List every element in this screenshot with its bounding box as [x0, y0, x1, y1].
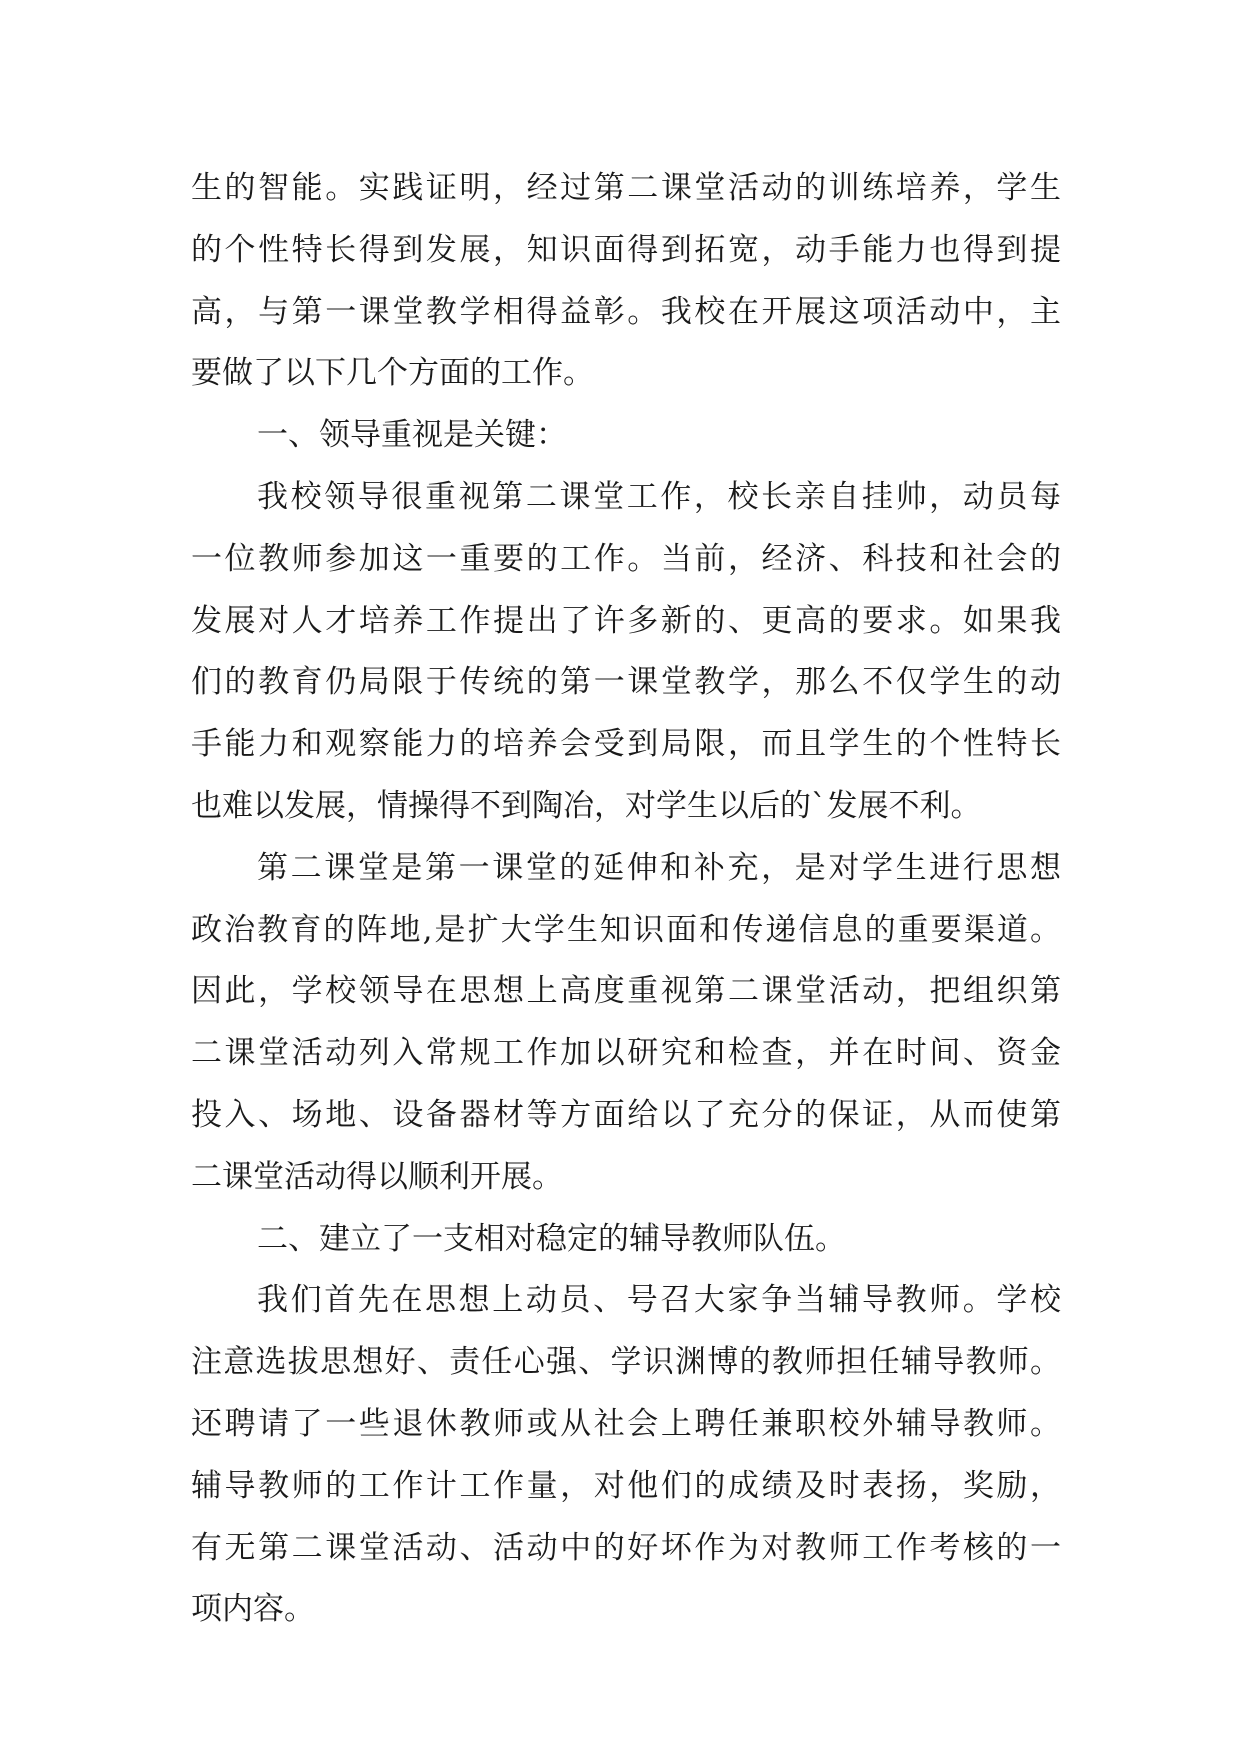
text-line: 第二课堂是第一课堂的延伸和补充，是对学生进行思想 [257, 849, 1061, 886]
text-line: 也难以发展，情操得不到陶冶，对学生以后的`发展不利。 [191, 787, 982, 824]
text-line: 高，与第一课堂教学相得益彰。我校在开展这项活动中，主 [191, 293, 1061, 330]
text-line: 我校领导很重视第二课堂工作，校长亲自挂帅，动员每 [257, 478, 1061, 515]
text-line: 还聘请了一些退休教师或从社会上聘任兼职校外辅导教师。 [191, 1405, 1061, 1442]
text-line: 一位教师参加这一重要的工作。当前，经济、科技和社会的 [191, 540, 1061, 577]
body-text [191, 158, 1061, 1641]
text-line: 一、领导重视是关键： [257, 417, 567, 454]
text-line: 我们首先在思想上动员、号召大家争当辅导教师。学校 [257, 1282, 1061, 1319]
text-line: 二课堂活动得以顺利开展。 [191, 1158, 563, 1195]
text-line: 二、建立了一支相对稳定的辅导教师队伍。 [257, 1220, 846, 1257]
text-line: 项内容。 [191, 1591, 315, 1628]
text-line: 因此，学校领导在思想上高度重视第二课堂活动，把组织第 [191, 973, 1061, 1010]
text-line: 政治教育的阵地,是扩大学生知识面和传递信息的重要渠道。 [191, 911, 1061, 948]
text-line: 二课堂活动列入常规工作加以研究和检查，并在时间、资金 [191, 1035, 1061, 1072]
text-line: 辅导教师的工作计工作量，对他们的成绩及时表扬，奖励， [191, 1467, 1061, 1504]
text-line: 生的智能。实践证明，经过第二课堂活动的训练培养，学生 [191, 170, 1061, 206]
text-line: 有无第二课堂活动、活动中的好坏作为对教师工作考核的一 [191, 1529, 1061, 1566]
text-line: 们的教育仍局限于传统的第一课堂教学，那么不仅学生的动 [191, 664, 1061, 701]
text-line: 注意选拔思想好、责任心强、学识渊博的教师担任辅导教师。 [191, 1344, 1061, 1381]
text-line: 投入、场地、设备器材等方面给以了充分的保证，从而使第 [191, 1096, 1061, 1133]
text-line: 发展对人才培养工作提出了许多新的、更高的要求。如果我 [191, 602, 1061, 639]
text-line: 要做了以下几个方面的工作。 [191, 355, 594, 392]
text-line: 手能力和观察能力的培养会受到局限，而且学生的个性特长 [191, 726, 1061, 763]
text-line: 的个性特长得到发展，知识面得到拓宽，动手能力也得到提 [191, 231, 1061, 268]
